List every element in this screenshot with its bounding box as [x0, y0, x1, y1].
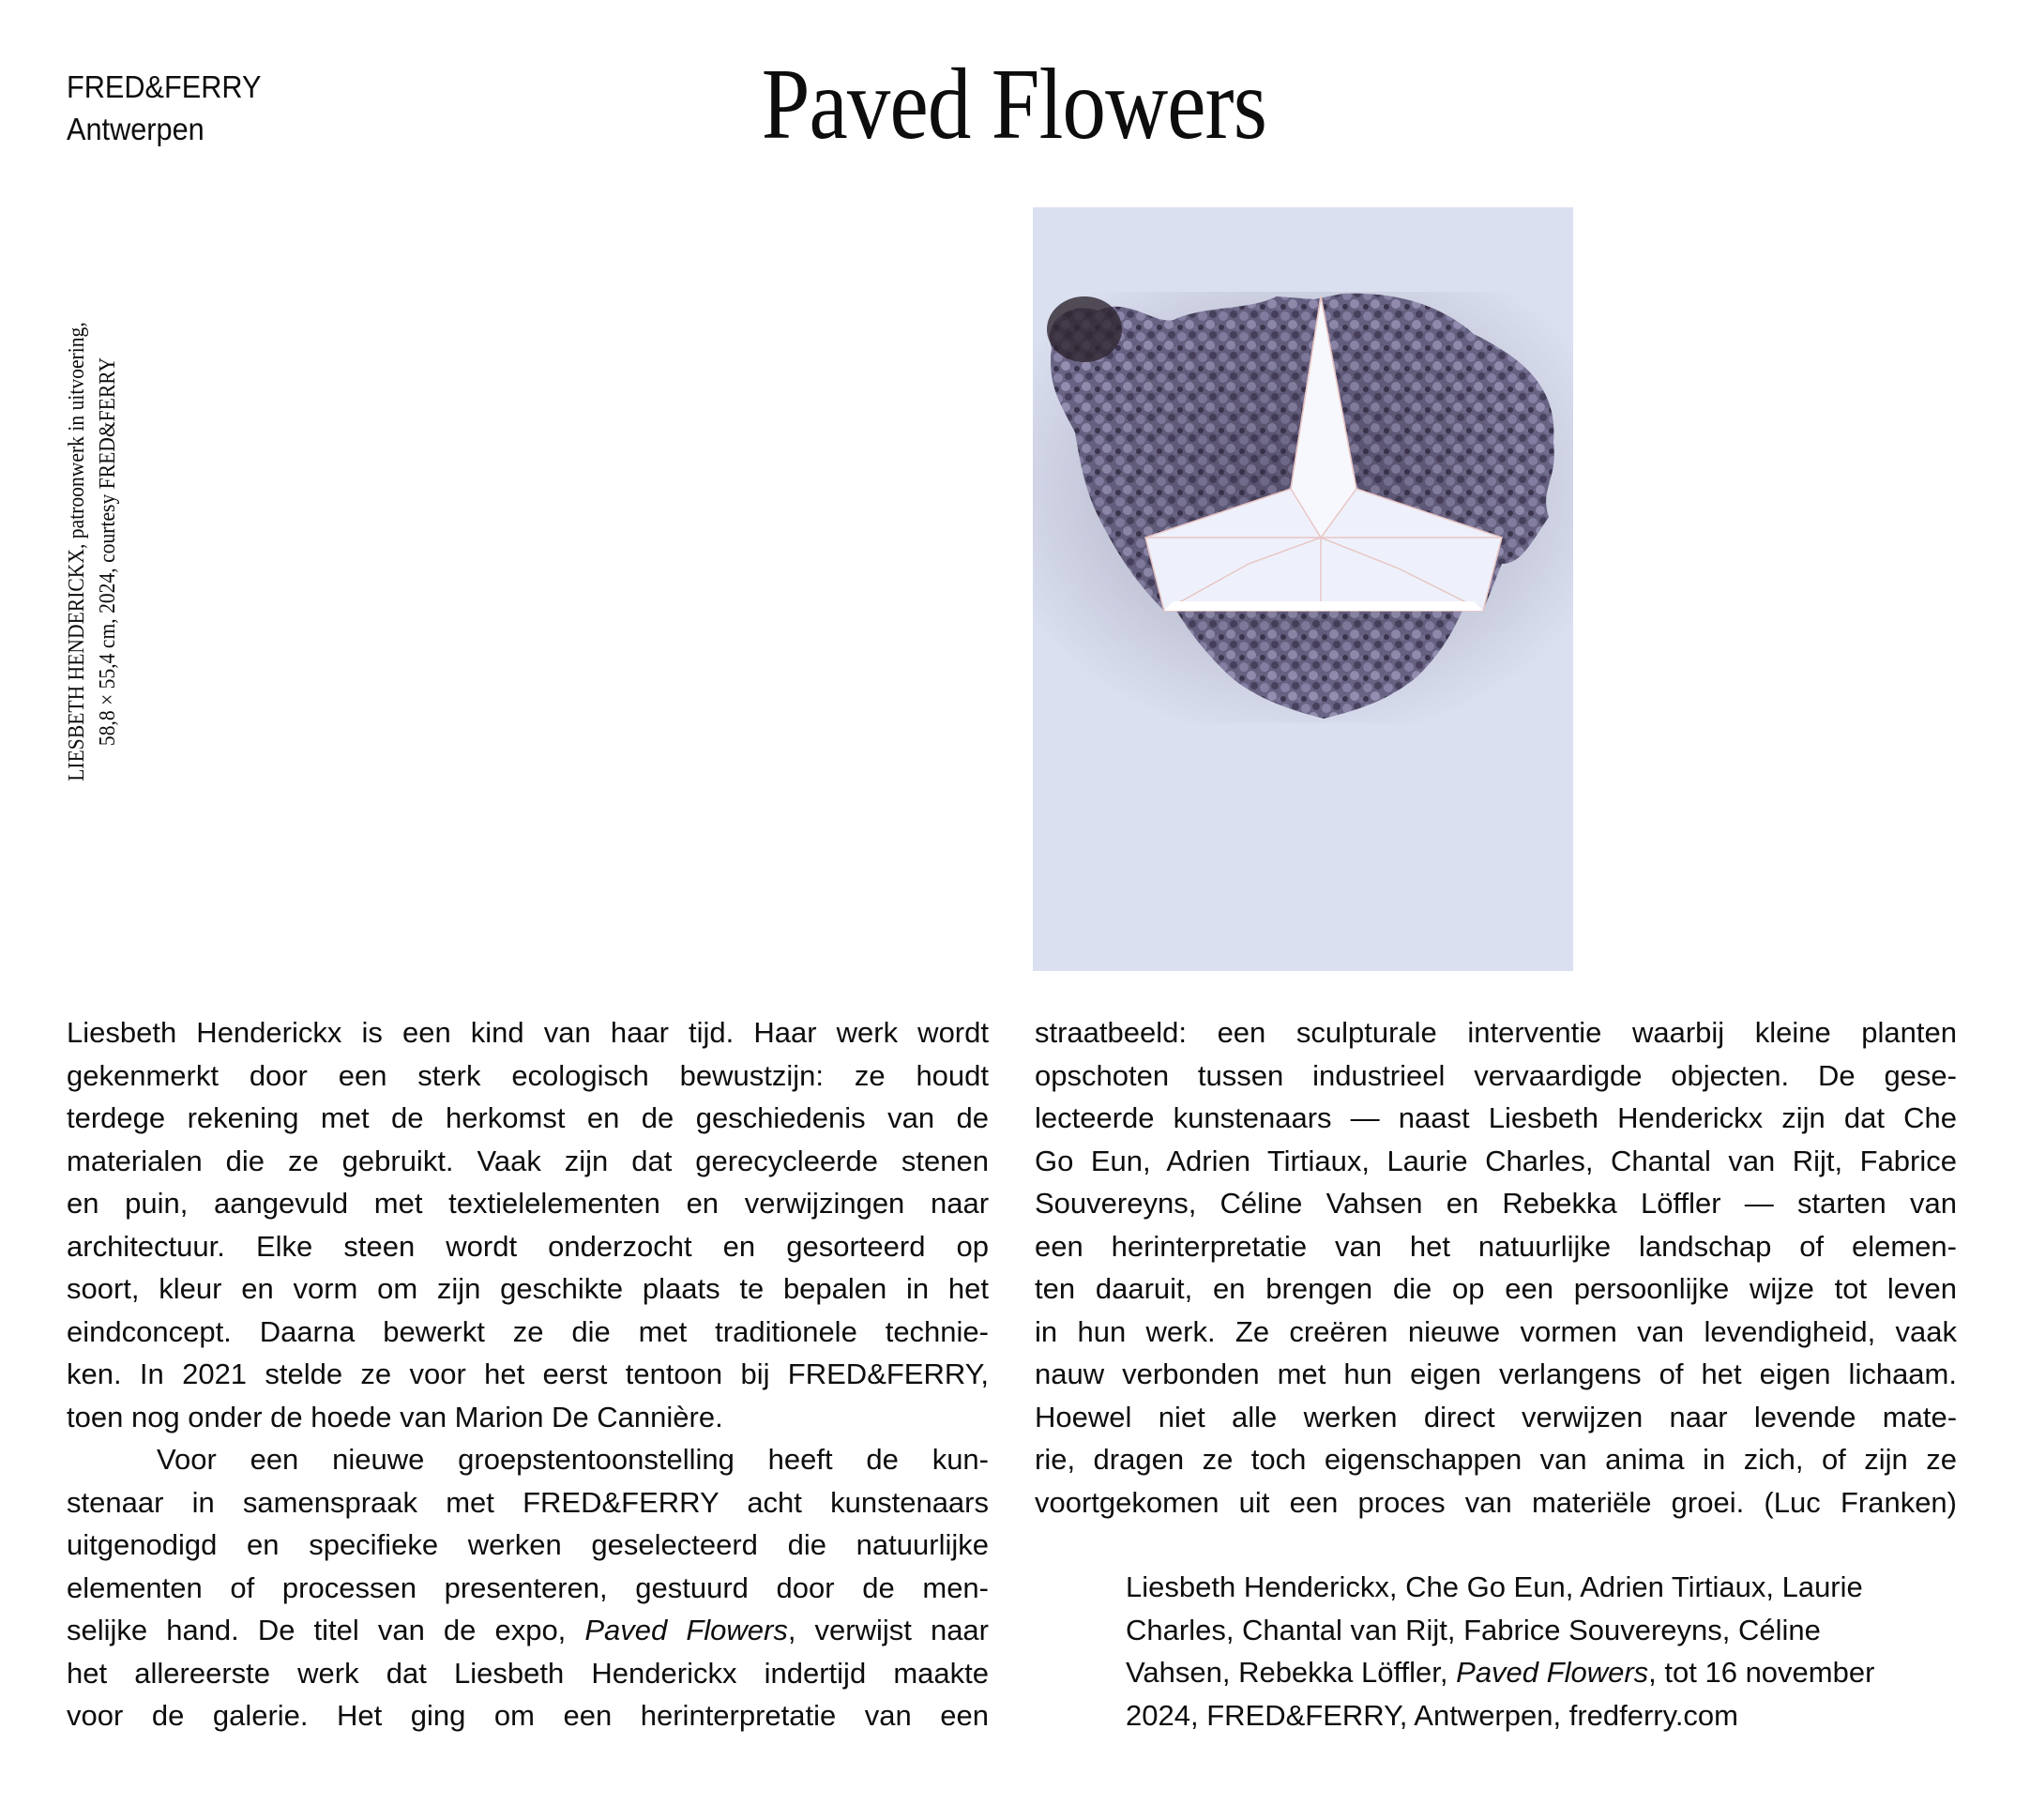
text-line: Voor een nieuwe groepstentoonstelling heeft de kun- — [157, 1443, 989, 1476]
artwork-image — [1033, 207, 1573, 971]
paragraph-1 — [67, 1011, 989, 1438]
paragraph-2 — [67, 1438, 989, 1737]
text-line: stenaar in samenspraak met FRED&FERRY acht kunstenaars — [67, 1485, 989, 1519]
text-line: uitgenodigd en specifieke werken geselecteerd die natuurlijke — [67, 1528, 989, 1561]
body-column-right — [1035, 1011, 1957, 1524]
credits-line: Charles, Chantal van Rijt, Fabrice Souvereyns, Céline — [1126, 1613, 1821, 1646]
text-line: Go Eun, Adrien Tirtiaux, Laurie Charles, Chantal van Rijt, Fabrice — [1035, 1144, 1958, 1177]
dark-tuft — [1047, 296, 1122, 362]
text-line: en puin, aangevuld met textielelementen en verwijzingen naar — [67, 1187, 990, 1220]
caption-line-2: 58,8 × 55,4 cm, 2024, courtesy FRED&FERRY — [96, 356, 120, 747]
text-run: , tot 16 november — [1648, 1656, 1875, 1689]
text-line: architectuur. Elke steen wordt onderzocht en gesorteerd op — [67, 1229, 990, 1263]
page-title: Paved Flowers — [761, 49, 1267, 160]
text-line: ten daaruit, en brengen die op een persoonlijke wijze tot leven — [1035, 1272, 1957, 1305]
text-line: het allereerste werk dat Liesbeth Henderickx indertijd maakte — [67, 1656, 989, 1690]
text-line: in hun werk. Ze creëren nieuwe vormen van levendigheid, vaak — [1035, 1314, 1957, 1348]
text-line: toen nog onder de hoede van Marion De Cannière. — [67, 1400, 723, 1433]
credits-line — [1126, 1651, 1970, 1694]
text-line: terdege rekening met de herkomst en de geschiedenis van de — [67, 1101, 989, 1134]
venue-name: FRED&FERRY — [67, 69, 262, 104]
credits-line: Liesbeth Henderickx, Che Go Eun, Adrien Tirtiaux, Laurie — [1126, 1570, 1863, 1603]
text-line: voortgekomen uit een proces van materiële groei. (Luc Franken) — [1035, 1485, 1957, 1519]
text-line: lecteerde kunstenaars — naast Liesbeth Henderickx zijn dat Che — [1035, 1101, 1957, 1134]
image-caption — [62, 205, 124, 899]
text-line: een herinterpretatie van het natuurlijke landschap of elemen- — [1035, 1229, 1957, 1263]
text-line: ken. In 2021 stelde ze voor het eerst tentoon bij FRED&FERRY, — [67, 1357, 989, 1390]
text-line: Liesbeth Henderickx is een kind van haar tijd. Haar werk wordt — [67, 1016, 989, 1049]
venue-city: Antwerpen — [67, 112, 205, 146]
text-line: voor de galerie. Het ging om een herinterpretatie van een — [67, 1699, 990, 1732]
exhibition-credits — [1126, 1566, 1970, 1737]
text-line: eindconcept. Daarna bewerkt ze die met traditionele technie- — [67, 1314, 989, 1348]
text-line: nauw verbonden met hun eigen verlangens of het eigen lichaam. — [1035, 1357, 1957, 1390]
text-line — [67, 1609, 989, 1652]
text-line: materialen die ze gebruikt. Vaak zijn dat gerecycleerde stenen — [67, 1144, 989, 1177]
exhibition-title-italic: Paved Flowers — [584, 1614, 788, 1646]
text-run: Vahsen, Rebekka Löffler, — [1126, 1656, 1457, 1689]
text-line: soort, kleur en vorm om zijn geschikte plaats te bepalen in het — [67, 1272, 989, 1305]
text-line: Souvereyns, Céline Vahsen en Rebekka Löffler — starten van — [1035, 1187, 1958, 1220]
text-run: selijke hand. De titel van de expo, — [67, 1614, 585, 1646]
text-line: opschoten tussen industrieel vervaardigde objecten. De gese- — [1035, 1058, 1957, 1092]
text-line: gekenmerkt door een sterk ecologisch bewustzijn: ze houdt — [67, 1058, 990, 1092]
text-line: straatbeeld: een sculpturale interventie waarbij kleine planten — [1035, 1016, 1958, 1049]
artwork-illustration — [1033, 207, 1573, 971]
paragraph-3 — [1035, 1011, 1957, 1524]
body-column-left — [67, 1011, 989, 1737]
credits-line: 2024, FRED&FERRY, Antwerpen, fredferry.com — [1126, 1698, 1738, 1732]
caption-line-1: LIESBETH HENDERICKX, patroonwerk in uitvoering, — [65, 322, 89, 781]
text-line: rie, dragen ze toch eigenschappen van anima in zich, of zijn ze — [1035, 1443, 1958, 1476]
text-line: Hoewel niet alle werken direct verwijzen naar levende mate- — [1035, 1400, 1958, 1433]
text-run: , verwijst naar — [787, 1614, 989, 1646]
text-line: elementen of processen presenteren, gestuurd door de men- — [67, 1570, 989, 1604]
exhibition-title-italic: Paved Flowers — [1456, 1656, 1649, 1689]
